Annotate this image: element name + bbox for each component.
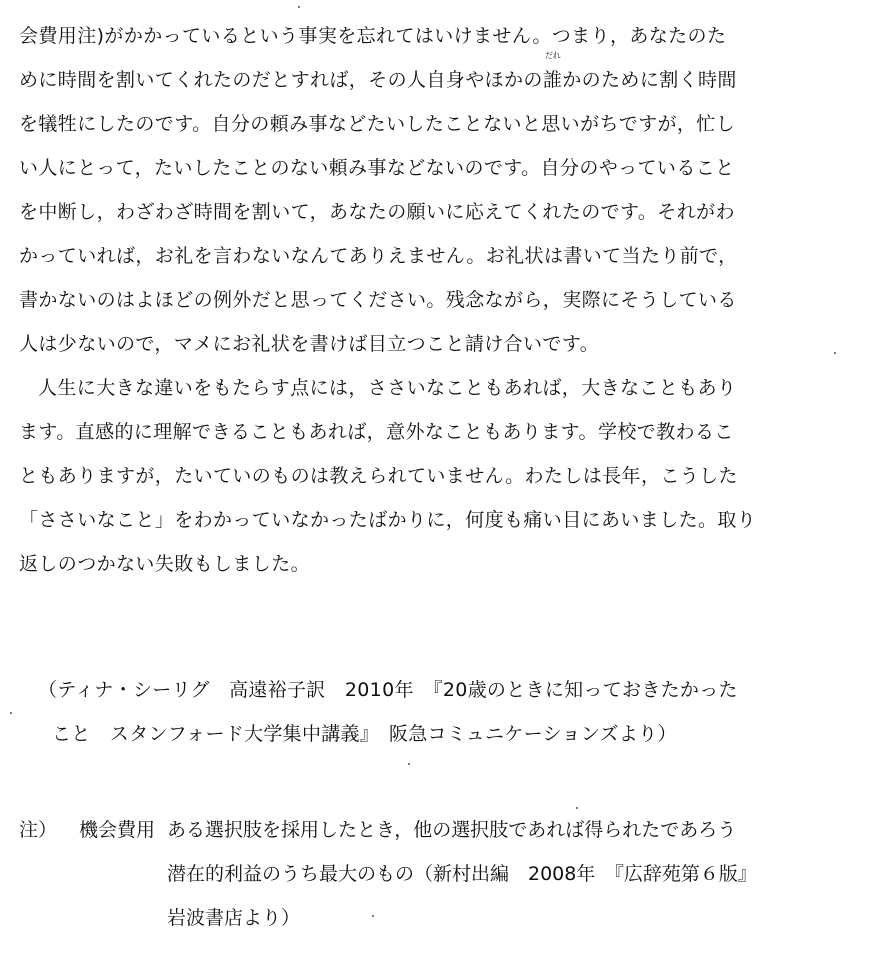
footnote-line-3: 岩波書店より）	[167, 907, 301, 929]
footnote-label: 注）	[19, 819, 58, 841]
text-line-2	[19, 51, 869, 102]
text-line-5: を中断し，わざわざ時間を割いて，あなたの願いに応えてくれたのです。それがわ	[19, 201, 735, 223]
text-line-1: 会費用注)がかかっているという事実を忘れてはいけません。つまり，あなたのた	[19, 25, 727, 47]
text-line-4: い人にとって，たいしたことのない頼み事などないのです。自分のやっていること	[19, 157, 735, 179]
ruby-base: 誰	[542, 69, 563, 91]
footnote-row	[19, 808, 869, 852]
scan-speck	[10, 712, 12, 714]
footnote-term: 機会費用	[79, 819, 156, 841]
text-line-2-after: かのために割く時間	[562, 69, 737, 91]
scan-speck	[408, 763, 410, 765]
para2-line-4: 「ささいなこと」をわかっていなかったばかりに，何度も痛い目にあいました。取り	[19, 509, 757, 531]
text-line-2-before: めに時間を割いてくれたのだとすれば，その人自身やほかの	[19, 69, 543, 91]
para2-line-1: 人生に大きな違いをもたらす点には，ささいなこともあれば，大きなこともあり	[38, 377, 737, 399]
footnote	[19, 808, 869, 940]
source-line-1: （ティナ・シーリグ 高遠裕子訳 2010年 『20歳のときに知っておきたかった	[38, 679, 738, 701]
ruby-word	[542, 51, 563, 102]
scan-speck	[834, 352, 836, 354]
footnote-line-2: 潜在的利益のうち最大のもの（新村出編 2008年 『広辞苑第６版』	[167, 863, 757, 885]
main-text	[19, 14, 869, 586]
footnote-line-1: ある選択肢を採用したとき，他の選択肢であれば得られたであろう	[167, 819, 737, 841]
para2-line-3: ともありますが，たいていのものは教えられていません。わたしは長年，こうした	[19, 465, 738, 487]
scan-speck	[372, 915, 374, 917]
source-line-2: こと スタンフォード大学集中講義』 阪急コミュニケーションズより）	[52, 723, 677, 745]
text-line-6: かっていれば，お礼を言わないなんてありえません。お礼状は書いて当たり前で，	[19, 245, 738, 267]
ruby-reading: だれ	[544, 51, 561, 60]
para2-line-2: ます。直感的に理解できることもあれば，意外なこともあります。学校で教わるこ	[19, 421, 734, 443]
text-line-3: を犠牲にしたのです。自分の頼み事などたいしたことないと思いがちですが，忙し	[19, 113, 736, 135]
text-line-8: 人は少ないので，マメにお礼状を書けば目立つこと請け合いです。	[19, 333, 600, 355]
scan-speck	[576, 807, 578, 809]
text-line-7: 書かないのはよほどの例外だと思ってください。残念ながら，実際にそうしている	[19, 289, 737, 311]
scan-speck	[298, 6, 300, 8]
source-citation	[38, 668, 868, 756]
para2-line-5: 返しのつかない失敗もしました。	[19, 553, 311, 575]
